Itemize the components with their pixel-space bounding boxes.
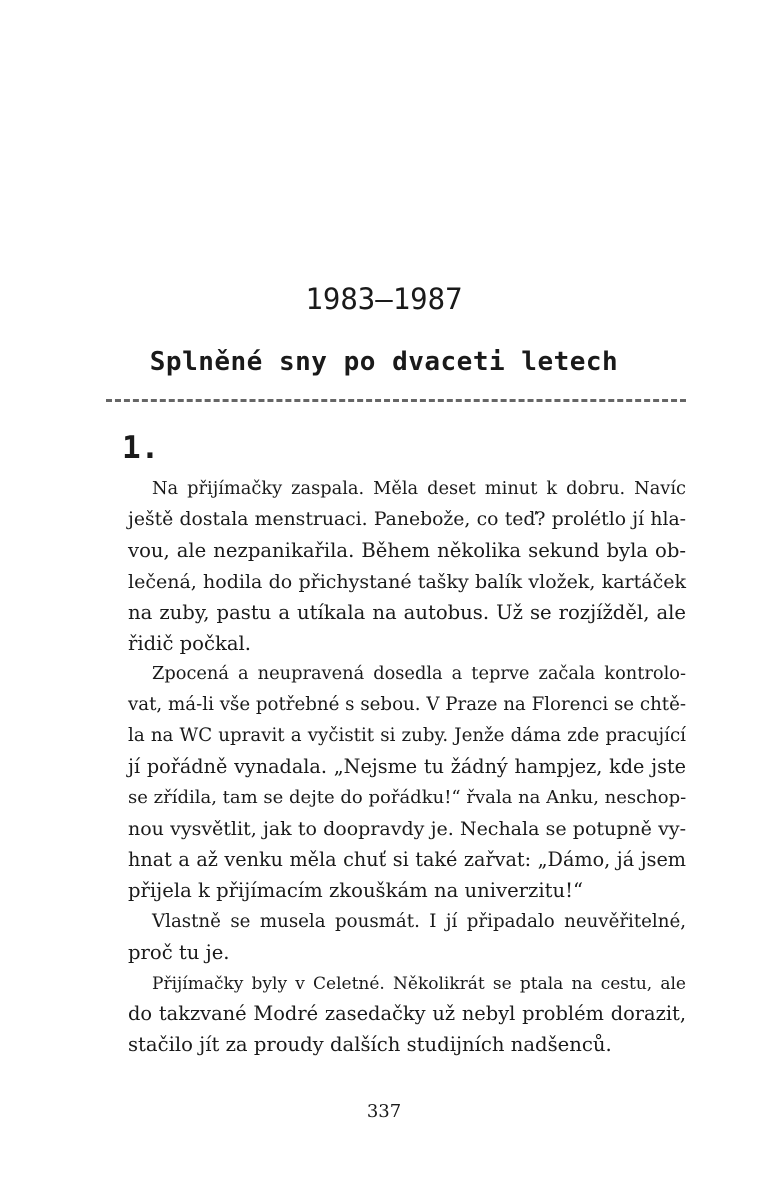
text-line: se zřídila, tam se dejte do pořádku!“ řvala na Anku, neschop-: [128, 787, 687, 809]
paragraph: [104, 907, 686, 969]
text-line: Zpocená a neupravená dosedla a teprve začala kontrolo-: [152, 663, 686, 685]
text-line: přijela k přijímacím zkouškám na univerzitu!“: [128, 878, 584, 902]
text-line: Přijímačky byly v Celetné. Několikrát se ptala na cestu, ale: [152, 973, 686, 994]
page-number: 337: [366, 1101, 402, 1122]
text-line: na zuby, pastu a utíkala na autobus. Už se rozjížděl, ale: [128, 600, 686, 624]
section-number: 1.: [122, 430, 160, 466]
text-line: Na přijímačky zaspala. Měla deset minut k dobru. Navíc: [152, 478, 686, 499]
paragraph: [104, 969, 686, 1062]
text-line: řidič počkal.: [128, 631, 252, 655]
dashed-divider: [106, 399, 686, 402]
paragraph: [104, 659, 686, 906]
chapter-years: 1983–1987: [305, 282, 463, 316]
text-line: do takzvané Modré zasedačky už nebyl problém dorazit,: [128, 1002, 686, 1026]
text-line: nou vysvětlit, jak to doopravdy je. Nechala se potupně vy-: [128, 817, 686, 840]
text-line: ještě dostala menstruaci. Panebože, co teď? prolétlo jí hla-: [128, 508, 686, 530]
text-line: hnat a až venku měla chuť si také zařvat: „Dámo, já jsem: [128, 847, 686, 871]
text-line: lečená, hodila do přichystané tašky balík vložek, kartáček: [128, 570, 686, 593]
text-line: proč tu je.: [128, 940, 230, 964]
text-line: la na WC upravit a vyčistit si zuby. Jenže dáma zde pracující: [128, 725, 686, 747]
chapter-title: Splněné sny po dvaceti letech: [149, 347, 619, 377]
text-line: stačilo jít za proudy dalších studijních nadšenců.: [128, 1033, 612, 1057]
body-text: [104, 474, 686, 1061]
text-line: jí pořádně vynadala. „Nejsme tu žádný hampjez, kde jste: [128, 755, 686, 779]
text-line: vat, má-li vše potřebné s sebou. V Praze na Florenci se chtě-: [128, 694, 686, 716]
paragraph: [104, 474, 686, 659]
text-line: Vlastně se musela pousmát. I jí připadalo neuvěřitelné,: [152, 910, 686, 932]
text-line: vou, ale nezpanikařila. Během několika sekund byla ob-: [128, 538, 686, 562]
